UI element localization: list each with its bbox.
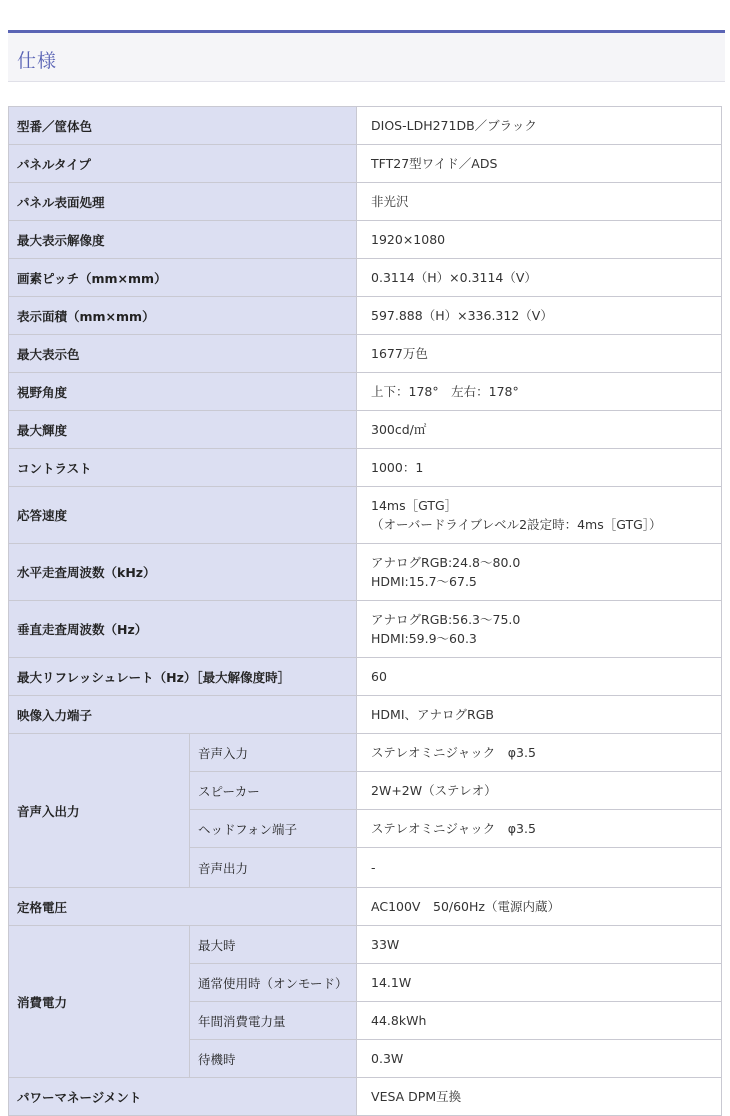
spec-label: 垂直走査周波数（Hz）	[9, 601, 357, 658]
spec-row-video-input	[9, 696, 722, 734]
spec-sublabel: ヘッドフォン端子	[190, 810, 357, 848]
spec-value: 上下：178° 左右：178°	[357, 373, 722, 411]
spec-row-contrast	[9, 449, 722, 487]
spec-value: 1000：1	[357, 449, 722, 487]
spec-value-line: アナログRGB:56.3～75.0	[371, 612, 521, 627]
spec-row-audio-input	[9, 734, 722, 772]
spec-row-vertical-frequency	[9, 601, 722, 658]
spec-value-line: （オーバードライブレベル2設定時：4ms［GTG］）	[371, 517, 662, 532]
spec-label: 水平走査周波数（kHz）	[9, 544, 357, 601]
spec-value: DIOS-LDH271DB／ブラック	[357, 107, 722, 145]
spec-value: 60	[357, 658, 722, 696]
spec-label: パネルタイプ	[9, 145, 357, 183]
spec-row-refresh-rate	[9, 658, 722, 696]
spec-row-rated-voltage	[9, 888, 722, 926]
spec-label: 表示面積（mm×mm）	[9, 297, 357, 335]
spec-row-panel-surface	[9, 183, 722, 221]
spec-row-power-management	[9, 1078, 722, 1116]
spec-label: コントラスト	[9, 449, 357, 487]
spec-value	[357, 544, 722, 601]
spec-row-horizontal-frequency	[9, 544, 722, 601]
spec-group-label-audio: 音声入出力	[9, 734, 190, 888]
spec-label: 視野角度	[9, 373, 357, 411]
spec-row-viewing-angle	[9, 373, 722, 411]
spec-label: 定格電圧	[9, 888, 357, 926]
spec-value: 1920×1080	[357, 221, 722, 259]
spec-value: 14.1W	[357, 964, 722, 1002]
spec-label: 最大表示色	[9, 335, 357, 373]
spec-value: 33W	[357, 926, 722, 964]
spec-value-line: HDMI:15.7～67.5	[371, 574, 477, 589]
spec-value-line: HDMI:59.9～60.3	[371, 631, 477, 646]
spec-row-max-colors	[9, 335, 722, 373]
spec-row-panel-type	[9, 145, 722, 183]
spec-label: パネル表面処理	[9, 183, 357, 221]
spec-label: 最大表示解像度	[9, 221, 357, 259]
spec-label: 画素ピッチ（mm×mm）	[9, 259, 357, 297]
spec-row-power-max	[9, 926, 722, 964]
spec-value: 0.3114（H）×0.3114（V）	[357, 259, 722, 297]
section-title: 仕様	[17, 50, 58, 72]
spec-row-display-area	[9, 297, 722, 335]
spec-sublabel: 最大時	[190, 926, 357, 964]
spec-value: VESA DPM互換	[357, 1078, 722, 1116]
spec-value: 1677万色	[357, 335, 722, 373]
spec-value: TFT27型ワイド／ADS	[357, 145, 722, 183]
spec-label: パワーマネージメント	[9, 1078, 357, 1116]
spec-value-line: 14ms［GTG］	[371, 498, 458, 513]
spec-sublabel: 年間消費電力量	[190, 1002, 357, 1040]
spec-value: -	[357, 848, 722, 888]
spec-value: ステレオミニジャック φ3.5	[357, 810, 722, 848]
spec-value: 44.8kWh	[357, 1002, 722, 1040]
section-header	[8, 30, 725, 82]
spec-value	[357, 601, 722, 658]
spec-sublabel: 音声入力	[190, 734, 357, 772]
spec-row-model	[9, 107, 722, 145]
spec-value: ステレオミニジャック φ3.5	[357, 734, 722, 772]
spec-row-max-brightness	[9, 411, 722, 449]
spec-sublabel: 待機時	[190, 1040, 357, 1078]
spec-value-line: アナログRGB:24.8～80.0	[371, 555, 521, 570]
spec-sublabel: 音声出力	[190, 848, 357, 888]
spec-row-pixel-pitch	[9, 259, 722, 297]
spec-label: 最大リフレッシュレート（Hz）［最大解像度時］	[9, 658, 357, 696]
spec-value: 300cd/㎡	[357, 411, 722, 449]
spec-label: 最大輝度	[9, 411, 357, 449]
spec-value: 非光沢	[357, 183, 722, 221]
spec-label: 型番／筐体色	[9, 107, 357, 145]
spec-row-max-resolution	[9, 221, 722, 259]
spec-value: HDMI、アナログRGB	[357, 696, 722, 734]
spec-table	[8, 106, 722, 1116]
spec-value: 0.3W	[357, 1040, 722, 1078]
spec-value: 597.888（H）×336.312（V）	[357, 297, 722, 335]
spec-label: 応答速度	[9, 487, 357, 544]
spec-group-label-power: 消費電力	[9, 926, 190, 1078]
spec-value: 2W+2W（ステレオ）	[357, 772, 722, 810]
spec-sublabel: スピーカー	[190, 772, 357, 810]
spec-label: 映像入力端子	[9, 696, 357, 734]
spec-value: AC100V 50/60Hz（電源内蔵）	[357, 888, 722, 926]
spec-row-response-time	[9, 487, 722, 544]
spec-value	[357, 487, 722, 544]
spec-sublabel: 通常使用時（オンモード）	[190, 964, 357, 1002]
